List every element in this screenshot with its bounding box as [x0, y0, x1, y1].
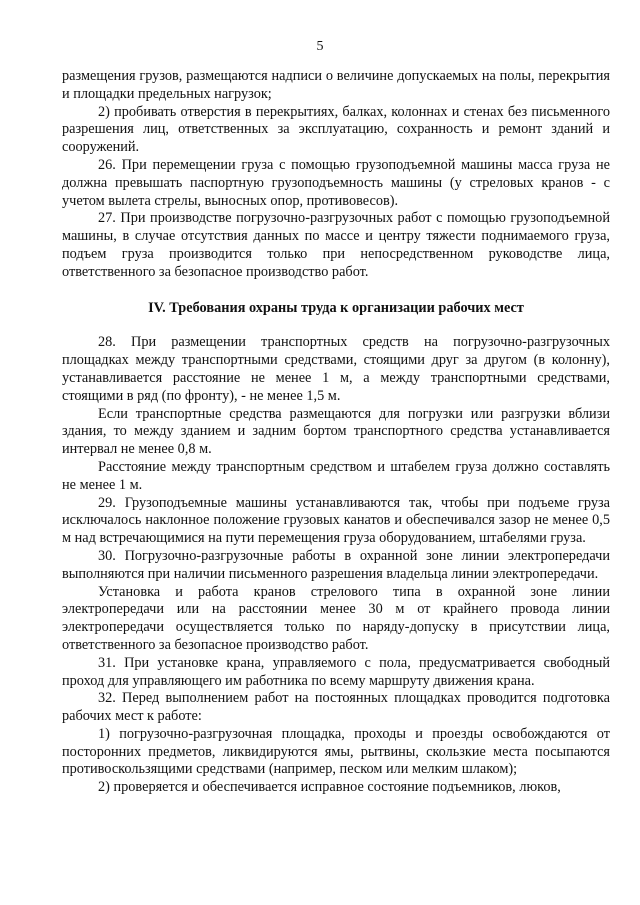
paragraph-32-item-2: 2) проверяется и обеспечивается исправное состояние подъемников, люков, — [98, 779, 561, 796]
paragraph-27: 27. При производстве погрузочно-разгрузочных работ с помощью грузоподъемной машины, в случае отсутствия данных по массе и центру тяжести поднимаемого груза, подъем груза производится только при непосредственном руководстве лица, ответственного за безопасное производство работ. — [62, 210, 610, 280]
paragraph-28-stack-distance: Расстояние между транспортным средством и штабелем груза должно составлять не менее 1 м. — [62, 458, 610, 493]
paragraph-28: 28. При размещении транспортных средств на погрузочно-разгрузочных площадках между транспортными средствами, стоящими друг за другом (в колонну), устанавливается расстояние не менее 1 м, а между транспортными средствами, стоящими в ряд (по фронту), - не менее 1,5 м. — [62, 334, 610, 404]
paragraph-30: 30. Погрузочно-разгрузочные работы в охранной зоне линии электропередачи выполняются при наличии письменного разрешения владельца линии электропередачи. — [62, 547, 610, 582]
paragraph-32: 32. Перед выполнением работ на постоянных площадках проводится подготовка рабочих мест к работе: — [62, 690, 610, 725]
page-number: 5 — [316, 39, 324, 54]
paragraph-26: 26. При перемещении груза с помощью грузоподъемной машины масса груза не должна превышать паспортную грузоподъемность машины (у стреловых кранов - с учетом вылета стрелы, выносных опор, противовесов). — [62, 156, 610, 209]
section-heading: IV. Требования охраны труда к организации рабочих мест — [148, 299, 524, 316]
paragraph-item-2: 2) пробивать отверстия в перекрытиях, балках, колоннах и стенах без письменного разрешения лиц, ответственных за эксплуатацию, сохранность и ремонт зданий и сооружений. — [62, 103, 610, 156]
paragraph-30-cranes: Установка и работа кранов стрелового типа в охранной зоне линии электропередачи или на расстоянии менее 30 м от крайнего провода линии электропередачи осуществляется только по наряду-допуску в присутствии лица, ответственного за безопасное производство работ. — [62, 583, 610, 653]
paragraph-28-vehicles-near-building: Если транспортные средства размещаются для погрузки или разгрузки вблизи здания, то между зданием и задним бортом транспортного средства устанавливается интервал не менее 0,8 м. — [62, 405, 610, 458]
paragraph-31: 31. При установке крана, управляемого с пола, предусматривается свободный проход для управляющего им работника по всему маршруту движения крана. — [62, 654, 610, 689]
paragraph-29: 29. Грузоподъемные машины устанавливаются так, чтобы при подъеме груза исключалось наклонное положение грузовых канатов и обеспечивался зазор не менее 0,5 м над встречающимися на пути перемещения груза оборудованием, штабелями груза. — [62, 494, 610, 547]
paragraph-continuation: размещения грузов, размещаются надписи о величине допускаемых на полы, перекрытия и площадки предельных нагрузок; — [62, 68, 610, 102]
document-body — [62, 68, 610, 797]
paragraph-32-item-1: 1) погрузочно-разгрузочная площадка, проходы и проезды освобождаются от посторонних предметов, ликвидируются ямы, рытвины, скользкие места посыпаются противоскользящими средствами (например, песком или мелким шлаком); — [62, 725, 610, 778]
